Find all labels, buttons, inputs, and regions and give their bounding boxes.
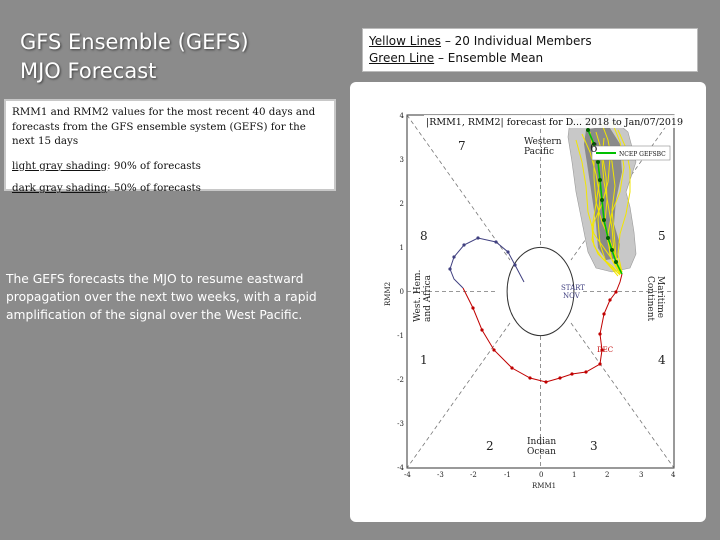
svg-text:-1: -1 — [397, 332, 404, 340]
svg-text:-2: -2 — [470, 471, 477, 479]
legend-green-row — [369, 50, 691, 67]
legend-box — [362, 28, 698, 72]
svg-text:2: 2 — [399, 200, 404, 208]
svg-text:3: 3 — [639, 471, 644, 479]
region-indian-ocean: Indian Ocean — [527, 437, 557, 457]
x-axis-ticks — [404, 471, 676, 479]
light-shading-label: light gray shading — [12, 159, 108, 172]
x-axis-label: RMM1 — [532, 482, 557, 490]
region-maritime-continent: MaritimeContinent — [645, 276, 665, 322]
legend-yellow-row — [369, 33, 691, 50]
region-western-pacific: Western Pacific — [524, 137, 562, 157]
svg-text:0: 0 — [399, 288, 404, 296]
phase-1-label: 1 — [420, 353, 428, 367]
svg-text:0: 0 — [539, 471, 544, 479]
forecast-summary: The GEFS forecasts the MJO to resume eastward propagation over the next two weeks, with a rapid amplification of the signal over the West Pacific. — [6, 272, 317, 322]
dark-shading-note — [12, 181, 328, 196]
phase-4-label: 4 — [658, 353, 666, 367]
svg-text:2: 2 — [605, 471, 610, 479]
light-shading-text: : 90% of forecasts — [107, 159, 201, 172]
legend-green-label: Green Line — [369, 51, 435, 65]
mjo-phase-diagram-frame — [350, 82, 706, 522]
phase-6-label: 6 — [590, 141, 598, 155]
svg-text:-3: -3 — [437, 471, 444, 479]
description-text: RMM1 and RMM2 values for the most recent 40 days and forecasts from the GFS ensemble system (GEFS) for the next 15 days — [12, 106, 316, 147]
y-axis-label: RMM2 — [384, 281, 392, 306]
legend-yellow-text: – 20 Individual Members — [441, 34, 592, 48]
svg-text:1: 1 — [399, 244, 404, 252]
plot-header: |RMM1, RMM2| forecast for D... 2018 to Jan/07/2019 — [426, 117, 684, 128]
dark-shading-label: dark gray shading — [12, 182, 108, 194]
dec-label: DEC — [597, 346, 614, 354]
phase-5-label: 5 — [658, 229, 666, 243]
legend-yellow-label: Yellow Lines — [369, 34, 442, 48]
description-box — [4, 99, 336, 194]
dark-shading-text: : 50% of forecasts — [107, 182, 201, 194]
svg-text:-1: -1 — [504, 471, 511, 479]
svg-text:-2: -2 — [397, 376, 404, 384]
svg-text:4: 4 — [671, 471, 676, 479]
region-west-hem-africa: West. Hem.and Africa — [413, 269, 433, 322]
title-line-1: GFS Ensemble (GEFS) — [20, 30, 249, 54]
svg-text:3: 3 — [399, 156, 404, 164]
phase-8-label: 8 — [420, 229, 428, 243]
start-label: START — [561, 284, 585, 292]
mean-legend-label: NCEP GEFSBC — [619, 151, 666, 158]
svg-text:1: 1 — [572, 471, 577, 479]
mjo-phase-diagram — [350, 82, 706, 522]
start-sub-label: NOV — [563, 292, 580, 300]
slide-title — [20, 28, 340, 86]
svg-text:-4: -4 — [404, 471, 411, 479]
svg-text:4: 4 — [399, 112, 404, 120]
phase-7-label: 7 — [458, 139, 466, 153]
light-shading-note — [12, 159, 328, 174]
phase-2-label: 2 — [486, 439, 494, 453]
svg-text:-3: -3 — [397, 420, 404, 428]
title-line-2: MJO Forecast — [20, 59, 157, 83]
y-axis-ticks — [397, 112, 404, 472]
svg-text:-4: -4 — [397, 464, 404, 472]
phase-3-label: 3 — [590, 439, 598, 453]
legend-green-text: – Ensemble Mean — [434, 51, 544, 65]
mean-legend — [592, 146, 670, 160]
